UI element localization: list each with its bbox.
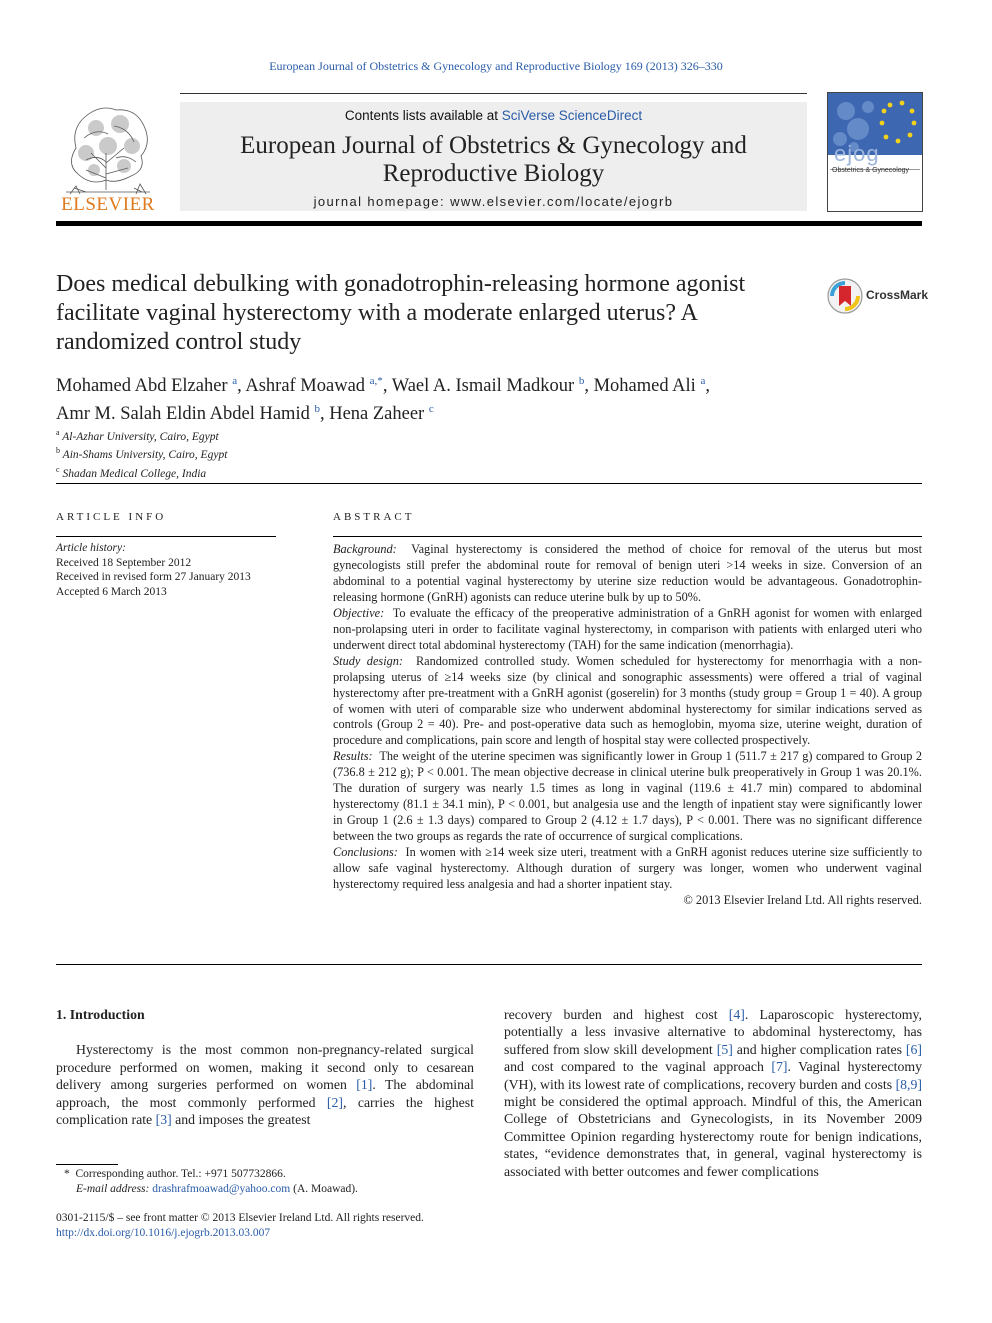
abstract-text: Randomized controlled study. Women scheduled for hysterectomy for menorrhagia with a non-prolapsing uterus of ≥14 weeks size (by clinical and sonographic assessments) were offered a trial of vaginal hysterectomy after pre-treatment with a GnRH agonist (goserelin) for 3 months (study group = Group 1 = 40). A group of women with uteri of comparable size who underwent abdominal hysterectomy for similar indications served as controls (Group 2 = 40). Pre- and post-operative data such as hemoglobin, myoma size, uterine weight, duration of procedure and complications, pain score and length of hospital stay were collected prospectively. [333,653,922,748]
article-title: Does medical debulking with gonadotrophin-releasing hormone agonist facilitate vaginal hysterectomy with a moderate enlarged uterus? A randomized control study [56,271,746,355]
author[interactable] [392,376,585,396]
abstract-body [333,542,922,909]
author-name: Mohamed Abd Elzaher [56,376,228,397]
accepted-date: Accepted 6 March 2013 [56,585,167,598]
body-paragraph [504,1006,922,1180]
issn-line: 0301-2115/$ – see front matter © 2013 Elsevier Ireland Ltd. All rights reserved. [56,1212,424,1224]
email-label: E-mail address: [76,1182,153,1195]
body-column-right [504,1006,922,1180]
abstract-label: Background: [333,542,397,556]
journal-homepage [180,194,807,209]
body-text: . Vaginal hysterectomy (VH), with its lowest rate of complications, recovery burden and costs [504,1059,922,1092]
affiliation-ref[interactable]: a [232,375,238,387]
section-rule [56,964,922,965]
footnotes [56,1167,476,1196]
author[interactable] [329,404,434,424]
corresponding-author-note [56,1167,476,1182]
body-text: Hysterectomy is the most common non-pregnancy-related surgical procedure performed on women, making it second only to cesarean delivery among surgeries performed on women [56,1042,474,1093]
affiliation-text: Ain-Shams University, Cairo, Egypt [62,449,228,462]
cover-logo: ejog [834,141,880,166]
abstract-text: To evaluate the efficacy of the preoperative administration of a GnRH agonist for women with enlarged non-prolapsing uteri in order to facilitate vaginal hysterectomy, in comparison with patients with enlarged uteri who underwent direct total abdominal hysterectomy (TAH) for the same indication (menorrhagia). [333,605,922,652]
author[interactable] [594,376,706,396]
article-info-heading: ARTICLE INFO [56,511,167,523]
homepage-url[interactable]: www.elsevier.com/locate/ejogrb [450,194,674,209]
abstract-results [333,749,922,845]
affiliation-ref[interactable]: c [428,403,434,416]
affiliation-ref[interactable]: a [700,375,706,387]
elsevier-wordmark: ELSEVIER [61,194,155,215]
footnote-rule [56,1164,118,1165]
affiliation-ref[interactable]: b [314,403,320,416]
abstract-label: Objective: [333,605,385,620]
journal-citation[interactable]: European Journal of Obstetrics & Gynecology and Reproductive Biology 169 (2013) 326–330 [269,59,723,73]
reference-link[interactable]: [4] [728,1007,745,1022]
publication-info [56,1211,556,1240]
contents-prefix: Contents lists available at [344,108,502,123]
body-text: might be considered the optimal approach. Mindful of this, the American College of Obstetricians and Gynecologists, in its November 2009 Committee Opinion regarding hysterectomy route for benign indications, states, “evidence demonstrates that, in general, vaginal hysterectomy is associated with better outcomes and fewer complications [504,1094,922,1179]
reference-link[interactable]: [2] [326,1094,344,1110]
crossmark-icon [826,277,864,315]
author[interactable] [56,404,320,424]
journal-title[interactable] [180,132,807,188]
abstract-label: Conclusions: [333,845,398,860]
article-history [56,541,286,599]
author-list: Mohamed Abd Elzaher $^a$, Ashraf Moawad $^{a,*}$, Wael A. Ismail Madkour $^b$, Mohamed Ali $^a$, Amr M. Salah Eldin Abdel Hamid $^b$, Hena Zaheer $^c$ [56,375,710,425]
abstract-heading: ABSTRACT [333,511,415,523]
body-text: and cost compared to the vaginal approach [504,1059,772,1075]
author-name: Ashraf Moawad [245,376,366,397]
affiliation-ref[interactable]: b [578,375,585,387]
header-thick-rule [56,221,922,226]
body-column-left [56,1006,474,1128]
abstract-conclusions [333,845,922,893]
abstract-background [333,542,922,606]
author-name: Amr M. Salah Eldin Abdel Hamid [56,404,310,425]
doi-link[interactable]: http://dx.doi.org/10.1016/j.ejogrb.2013.03.007 [56,1226,271,1239]
introduction-heading: 1. Introduction [56,1007,145,1022]
reference-link[interactable]: [8,9] [895,1076,922,1092]
journal-banner [180,102,807,211]
affiliation-mark: b [56,446,60,456]
abstract-text: In women with ≥14 week size uteri, treatment with a GnRH agonist reduces uterine size sufficiently to allow safe vaginal hysterectomy. Although duration of surgery was longer, women who underwent vaginal hysterectomy required less analgesia and had a shorter inpatient stay. [333,845,923,892]
footnote-text: Corresponding author. Tel.: +971 507732866. [75,1168,286,1180]
contents-line [180,108,807,123]
footnote-mark: * [64,1168,70,1180]
abstract-text: Vaginal hysterectomy is considered the method of choice for removal of the uterus but most gynecologists still prefer the abdominal route for removal of benign uteri >14 weeks in size. Conversion of an abdominal to a potential vaginal hysterectomy by uterine size reduction would be advantageous. Gonadotrophin-releasing hormone (GnRH) agonists can reduce uterine bulk by up to 50%. [333,542,922,604]
history-label: Article history: [56,542,126,554]
author-name: Mohamed Ali [593,376,696,397]
reference-link[interactable]: [7] [771,1059,788,1075]
email-suffix: (A. Moawad). [290,1182,358,1195]
abstract-label: Results: [333,749,373,764]
affiliation-mark: c [56,464,60,474]
abstract-objective [333,606,922,654]
affiliation-item [56,426,556,444]
body-text: . Laparoscopic hysterectomy, potentially a less invasive alternative to abdominal hysterectomy, has suffered from slow skill development [504,1007,922,1057]
affiliation-item [56,463,556,481]
author-name: Hena Zaheer [329,404,425,425]
body-text: recovery burden and highest cost [504,1007,729,1022]
body-text: and higher complication rates [732,1041,906,1057]
homepage-label: journal homepage: [313,194,451,209]
affiliation-ref[interactable]: a,* [369,375,383,387]
email-link[interactable]: drashrafmoawad@yahoo.com [152,1182,291,1195]
email-note [56,1182,476,1197]
header-rule [180,93,807,94]
affiliation-item [56,444,556,462]
abstract-label: Study design: [333,653,403,668]
crossmark-badge[interactable] [826,277,929,315]
section-rule [56,483,922,484]
affiliation-mark: a [56,428,60,437]
reference-link[interactable]: [5] [716,1041,733,1057]
abstract-rule [333,536,922,537]
affiliation-text: Al-Azhar University, Cairo, Egypt [62,430,219,443]
article-info-rule [56,536,276,537]
reference-link[interactable]: [6] [905,1041,922,1057]
body-text: and imposes the greatest [171,1112,311,1128]
author-name: Wael A. Ismail Madkour [391,376,575,397]
journal-title-line2: Reproductive Biology [382,160,605,187]
affiliation-text: Shadan Medical College, India [62,467,207,480]
author[interactable] [56,376,237,396]
body-text: . The abdominal approach, the most commonly performed [56,1077,474,1110]
affiliations [56,426,556,481]
received-date: Received 18 September 2012 [56,556,192,569]
elsevier-logo[interactable] [56,98,160,214]
body-text: , carries the highest complication rate [56,1094,474,1128]
abstract-text: The weight of the uterine specimen was significantly lower in Group 1 (511.7 ± 217 g) compared to Group 2 (736.8 ± 212 g); P < 0.001. The mean objective decrease in clinical uterine bulk preoperatively in Group 1 was 20.1%. The duration of surgery was nearly 1.5 times as long in vaginal (119.6 ± 41.7 min) compared to abdominal hysterectomy (81.1 ± 34.1 min), P < 0.001, but analgesia use and the length of inpatient stay were significantly lower in Group 1 (2.6 ± 1.3 days) compared to Group 2 (4.12 ± 1.7 days), P < 0.001. There was no significant difference between the two groups as regards the rate of occurrence of surgical complications. [333,749,922,844]
author[interactable] [245,376,382,396]
sciencedirect-link[interactable]: SciVerse ScienceDirect [501,108,643,123]
abstract-copyright: © 2013 Elsevier Ireland Ltd. All rights reserved. [683,892,922,907]
crossmark-label: CrossMark [866,288,929,302]
abstract-design [333,654,922,750]
revised-date: Received in revised form 27 January 2013 [56,571,251,583]
cover-subtitle: Obstetrics & Gynecology [832,167,910,174]
body-paragraph [56,1041,474,1128]
reference-link[interactable]: [1] [356,1077,373,1093]
journal-title-line1: European Journal of Obstetrics & Gynecology and [240,132,747,159]
reference-link[interactable]: [3] [155,1112,172,1128]
journal-cover-thumbnail[interactable] [827,92,923,212]
